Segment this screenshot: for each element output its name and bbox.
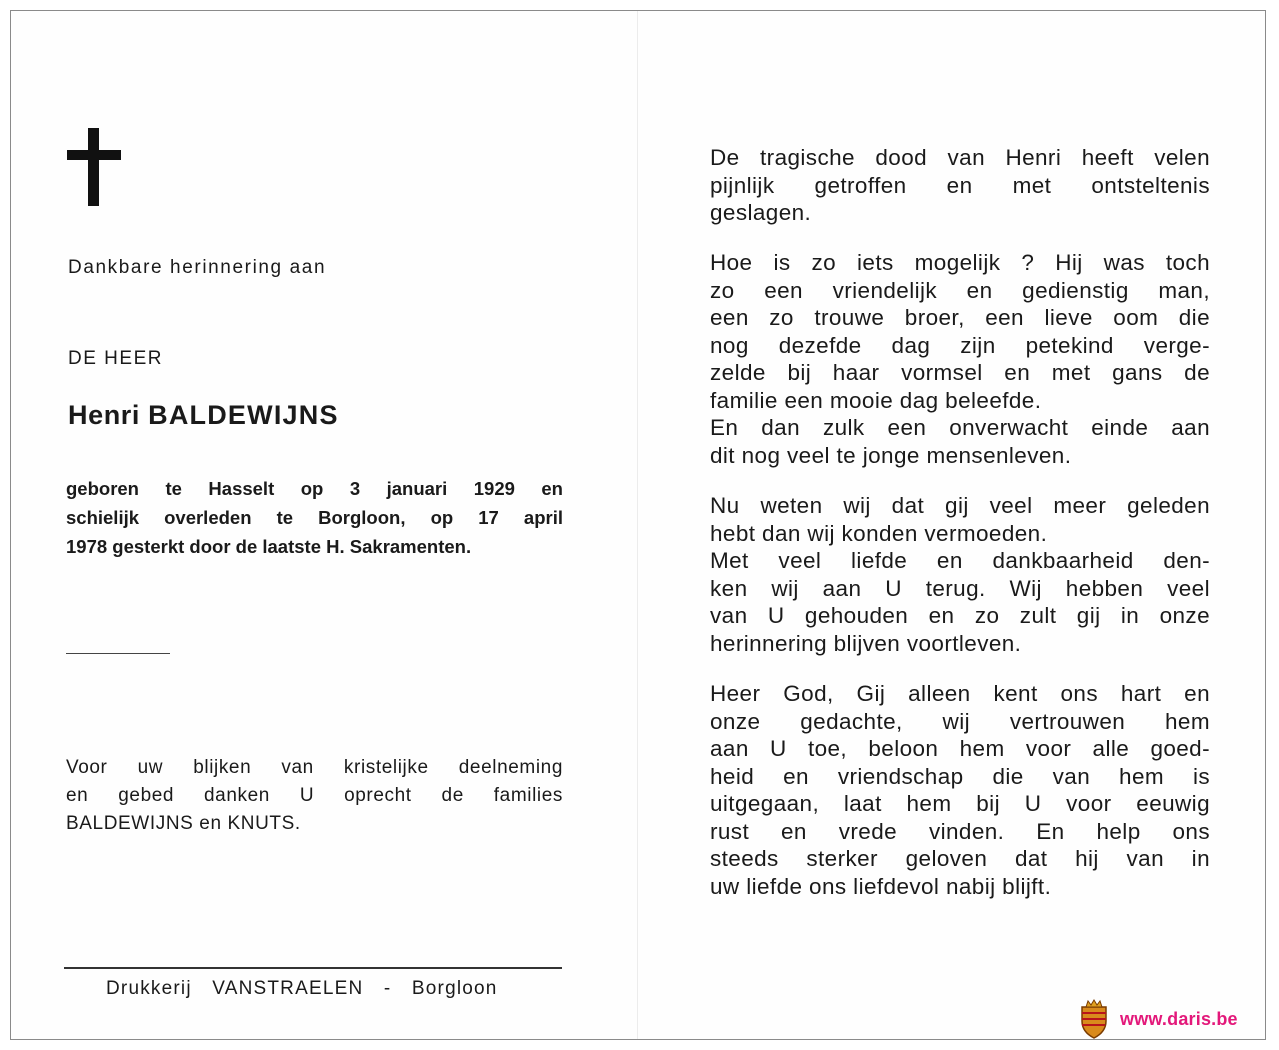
cross-icon bbox=[67, 128, 121, 208]
thanks-line: en gebed danken U oprecht de families bbox=[66, 785, 563, 806]
text-line: een zo trouwe broer, een lieve oom die bbox=[710, 305, 1210, 330]
text-line: familie een mooie dag beleefde. bbox=[710, 387, 1042, 413]
paragraph-2 bbox=[710, 249, 1210, 469]
crest-icon bbox=[1076, 999, 1112, 1039]
text-line: hebt dan wij konden vermoeden. bbox=[710, 520, 1048, 546]
bio-line: geboren te Hasselt op 3 januari 1929 en bbox=[66, 478, 563, 499]
text-line: aan U toe, beloon hem voor alle goed- bbox=[710, 736, 1210, 761]
text-line: steeds sterker geloven dat hij van in bbox=[710, 846, 1210, 871]
text-line: ken wij aan U terug. Wij hebben veel bbox=[710, 575, 1210, 601]
text-line: onze gedachte, wij vertrouwen hem bbox=[710, 708, 1210, 734]
text-line: Met veel liefde en dankbaarheid den- bbox=[710, 548, 1210, 573]
text-line: De tragische dood van Henri heeft velen bbox=[710, 145, 1210, 170]
text-line: uitgegaan, laat hem bij U voor eeuwig bbox=[710, 791, 1210, 816]
text-line: nog dezefde dag zijn petekind verge- bbox=[710, 332, 1210, 358]
text-line: heid en vriendschap die van hem is bbox=[710, 763, 1210, 789]
intro-text: Dankbare herinnering aan bbox=[68, 257, 327, 278]
text-line: Heer God, Gij alleen kent ons hart en bbox=[710, 681, 1210, 706]
surname: BALDEWIJNS bbox=[148, 400, 339, 430]
deceased-name bbox=[68, 400, 339, 431]
bio-paragraph bbox=[66, 474, 563, 561]
printer-separator: - bbox=[383, 978, 392, 999]
text-line: van U gehouden en zo zult gij in onze bbox=[710, 603, 1210, 628]
text-line: dit nog veel te jonge mensenleven. bbox=[710, 442, 1072, 468]
bio-line: 1978 gesterkt door de laatste H. Sakramenten. bbox=[66, 536, 472, 557]
printer-name: VANSTRAELEN bbox=[212, 978, 364, 999]
thanks-paragraph bbox=[66, 754, 563, 838]
long-divider bbox=[64, 967, 562, 969]
paragraph-1 bbox=[710, 144, 1210, 227]
watermark bbox=[1076, 998, 1238, 1040]
paragraph-4 bbox=[710, 680, 1210, 900]
bio-line: schielijk overleden te Borgloon, op 17 april bbox=[66, 507, 563, 528]
card-fold-line bbox=[637, 11, 638, 1039]
printer-place: Borgloon bbox=[411, 978, 498, 999]
thanks-line: Voor uw blijken van kristelijke deelneming bbox=[66, 757, 563, 778]
text-line: Hoe is zo iets mogelijk ? Hij was toch bbox=[710, 250, 1210, 275]
paragraph-3 bbox=[710, 492, 1210, 657]
thanks-line: BALDEWIJNS en KNUTS. bbox=[66, 813, 301, 834]
first-name: Henri bbox=[68, 400, 141, 430]
text-line: zelde bij haar vormsel en met gans de bbox=[710, 360, 1210, 385]
printer-credit bbox=[106, 978, 526, 1000]
text-line: zo een vriendelijk en gedienstig man, bbox=[710, 277, 1210, 303]
short-divider bbox=[66, 653, 170, 654]
text-line: uw liefde ons liefdevol nabij blijft. bbox=[710, 873, 1052, 899]
text-line: rust en vrede vinden. En help ons bbox=[710, 818, 1210, 844]
watermark-text: www.daris.be bbox=[1120, 1008, 1238, 1029]
text-line: En dan zulk een onverwacht einde aan bbox=[710, 415, 1210, 440]
text-line: Nu weten wij dat gij veel meer geleden bbox=[710, 493, 1210, 518]
text-line: pijnlijk getroffen en met ontsteltenis bbox=[710, 172, 1210, 198]
text-line: herinnering blijven voortleven. bbox=[710, 630, 1022, 656]
text-line: geslagen. bbox=[710, 200, 812, 225]
printer-label: Drukkerij bbox=[106, 978, 192, 999]
honorific-title: DE HEER bbox=[68, 348, 163, 369]
